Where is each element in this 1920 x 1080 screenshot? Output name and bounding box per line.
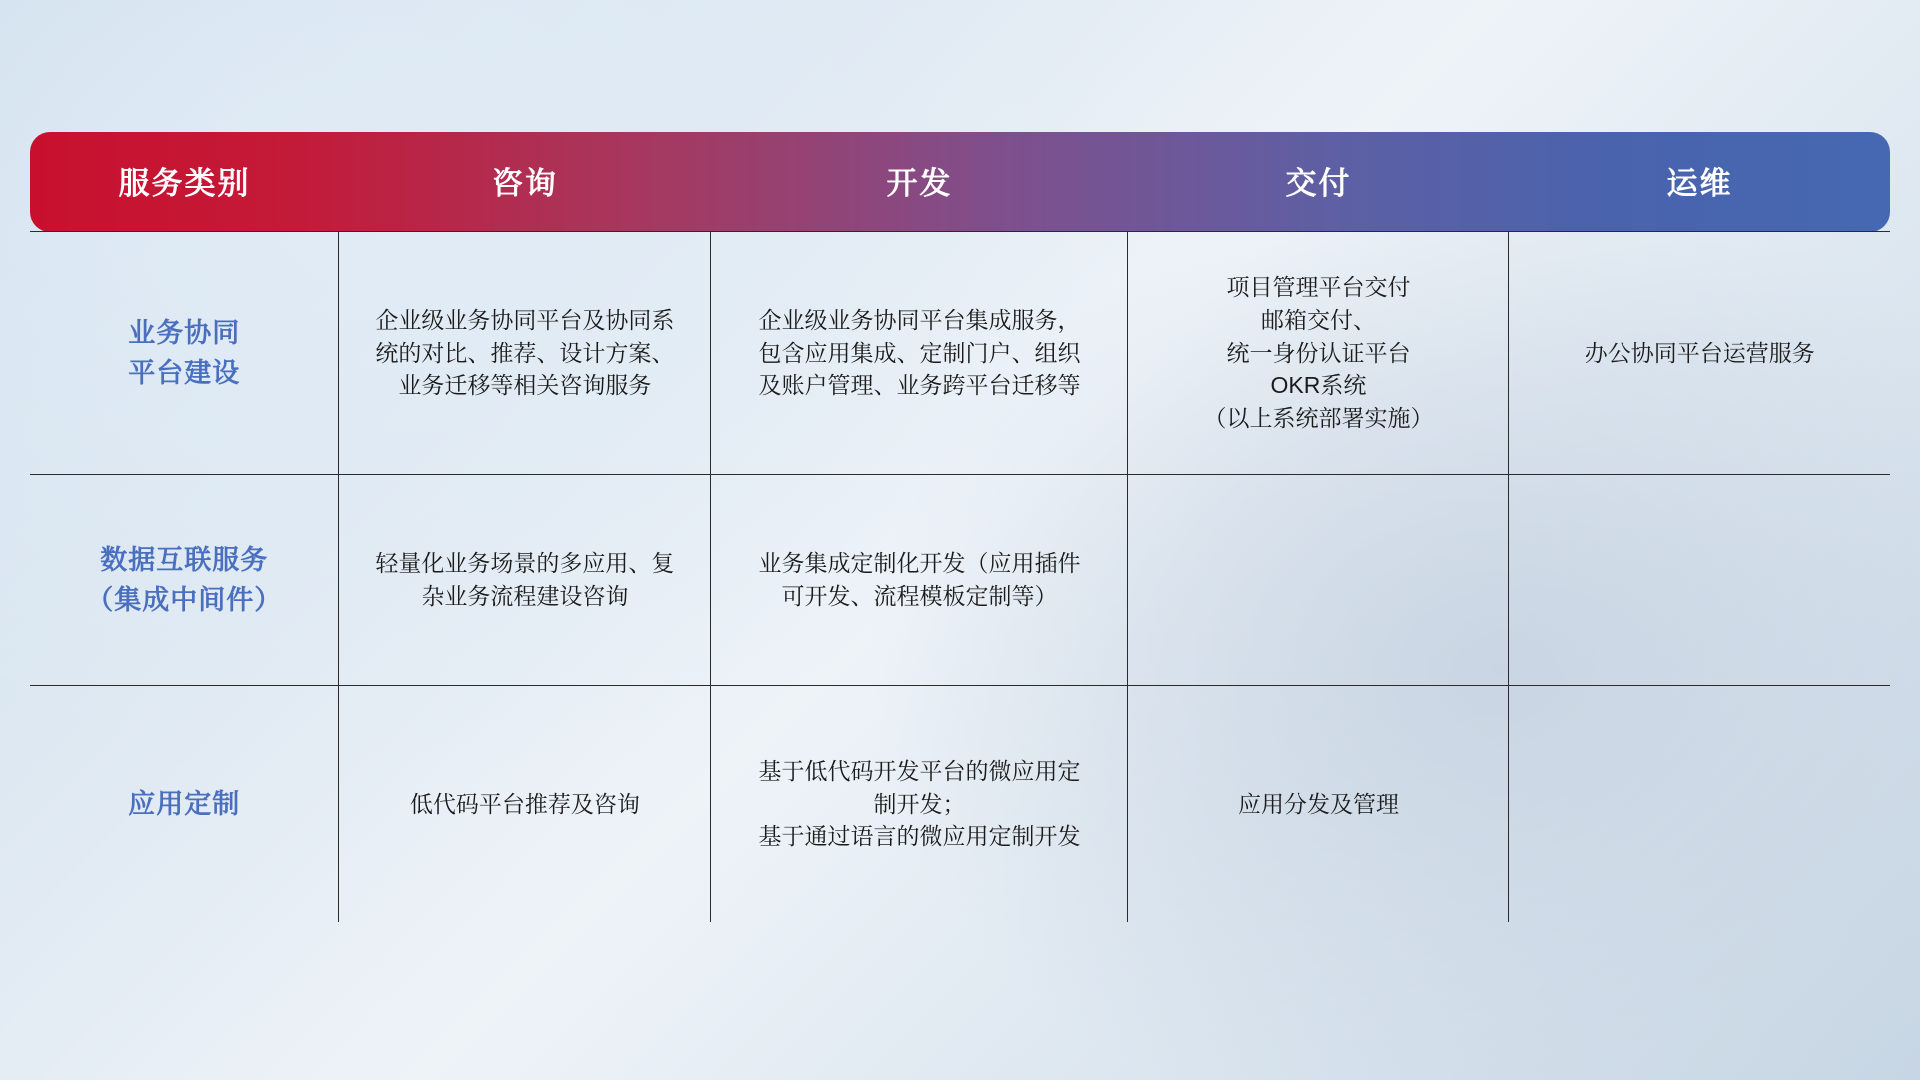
service-matrix-table-wrapper — [30, 132, 1890, 922]
cell-development: 基于低代码开发平台的微应用定 制开发； 基于通过语言的微应用定制开发 — [711, 686, 1128, 923]
cell-consulting: 轻量化业务场景的多应用、复 杂业务流程建设咨询 — [339, 475, 711, 686]
cell-development: 企业级业务协同平台集成服务， 包含应用集成、定制门户、组织 及账户管理、业务跨平台迁移等 — [711, 232, 1128, 475]
cell-delivery: 项目管理平台交付 邮箱交付、 统一身份认证平台 OKR系统 （以上系统部署实施） — [1128, 232, 1509, 475]
cell-delivery: 应用分发及管理 — [1128, 686, 1509, 923]
row-category-label: 业务协同 平台建设 — [30, 232, 339, 475]
row-category-label: 应用定制 — [30, 686, 339, 923]
cell-operation: 办公协同平台运营服务 — [1509, 232, 1890, 475]
cell-development: 业务集成定制化开发（应用插件 可开发、流程模板定制等） — [711, 475, 1128, 686]
table-body — [30, 232, 1890, 923]
column-header-delivery: 交付 — [1285, 166, 1352, 201]
cell-operation — [1509, 475, 1890, 686]
column-header-development: 开发 — [886, 166, 953, 201]
column-header-operation: 运维 — [1666, 166, 1733, 201]
service-matrix-table — [30, 132, 1890, 922]
cell-delivery — [1128, 475, 1509, 686]
table-header — [30, 132, 1890, 232]
cell-operation — [1509, 686, 1890, 923]
table-row — [30, 475, 1890, 686]
cell-consulting: 企业级业务协同平台及协同系 统的对比、推荐、设计方案、 业务迁移等相关咨询服务 — [339, 232, 711, 475]
table-row — [30, 686, 1890, 923]
table-row — [30, 232, 1890, 475]
column-header-consulting: 咨询 — [491, 166, 558, 201]
row-category-label: 数据互联服务 （集成中间件） — [30, 475, 339, 686]
column-header-category: 服务类别 — [118, 166, 251, 201]
table-header-row — [30, 132, 1890, 232]
cell-consulting: 低代码平台推荐及咨询 — [339, 686, 711, 923]
